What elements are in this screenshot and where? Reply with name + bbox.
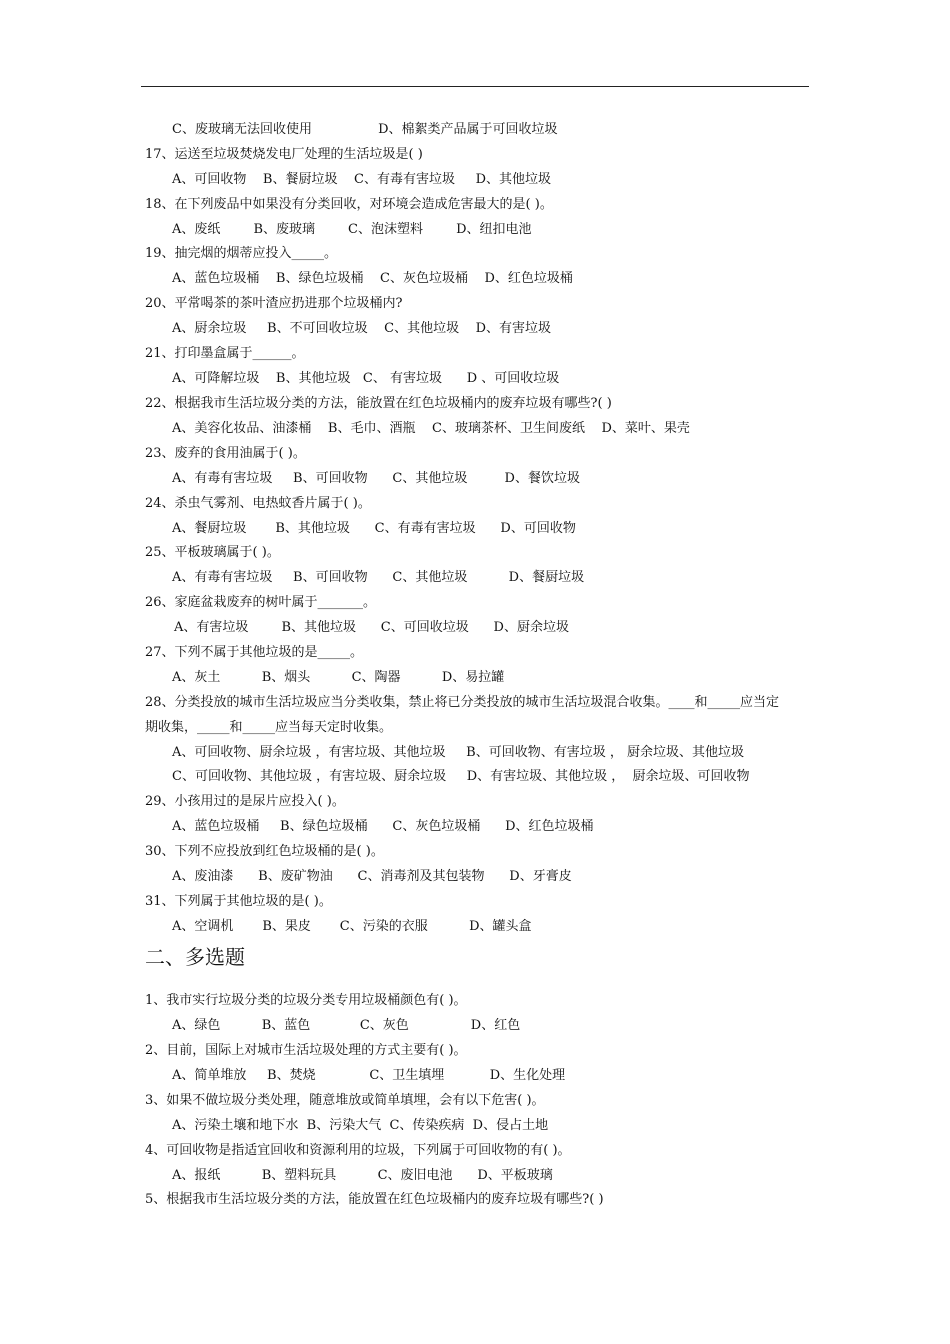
question-23: 23、废弃的食用油属于( )。	[145, 446, 306, 461]
question-29: 29、小孩用过的是尿片应投入( )。	[145, 794, 345, 809]
question-17: 17、运送至垃圾焚烧发电厂处理的生活垃圾是( )	[145, 147, 423, 162]
question-28-cont: 期收集，_____和_____应当每天定时收集。	[145, 720, 393, 735]
mc-question-3: 3、如果不做垃圾分类处理，随意堆放或简单填埋，会有以下危害( )。	[145, 1093, 545, 1108]
options-23: A、有毒有害垃圾 B、可回收物 C、其他垃圾 D、餐饮垃圾	[172, 471, 580, 486]
options-28-ab: A、可回收物、厨余垃圾 ，有害垃圾、其他垃圾 B、可回收物、有害垃圾 ， 厨余垃圾、其他垃圾	[172, 745, 745, 760]
mc-question-5: 5、根据我市生活垃圾分类的方法，能放置在红色垃圾桶内的废弃垃圾有哪些?( )	[145, 1192, 604, 1207]
question-28: 28、分类投放的城市生活垃圾应当分类收集，禁止将已分类投放的城市生活垃圾混合收集。____和_____应当定	[145, 695, 780, 710]
options-22: A、美容化妆品、油漆桶 B、毛巾、酒瓶 C、玻璃茶杯、卫生间废纸 D、菜叶、果壳	[172, 421, 690, 436]
mc-question-1: 1、我市实行垃圾分类的垃圾分类专用垃圾桶颜色有( )。	[145, 993, 467, 1008]
options-18: A、废纸 B、废玻璃 C、泡沫塑料 D、纽扣电池	[172, 222, 532, 237]
options-28-cd: C、可回收物、其他垃圾 ，有害垃圾、厨余垃圾 D、有害垃圾、其他垃圾 ， 厨余垃圾、可回收物	[172, 769, 750, 784]
question-25: 25、平板玻璃属于( )。	[145, 545, 280, 560]
options-21: A、可降解垃圾 B、其他垃圾 C、 有害垃圾 D 、可回收垃圾	[172, 371, 560, 386]
options-17: A、可回收物 B、餐厨垃圾 C、有毒有害垃圾 D、其他垃圾	[172, 172, 552, 187]
section-heading: 二、多选题	[145, 945, 245, 969]
question-24: 24、杀虫气雾剂、电热蚊香片属于( )。	[145, 496, 371, 511]
question-31: 31、下列属于其他垃圾的是( )。	[145, 894, 332, 909]
options-24: A、餐厨垃圾 B、其他垃圾 C、有毒有害垃圾 D、可回收物	[172, 521, 576, 536]
options-29: A、蓝色垃圾桶 B、绿色垃圾桶 C、灰色垃圾桶 D、红色垃圾桶	[172, 819, 594, 834]
question-26: 26、家庭盆栽废弃的树叶属于_______。	[145, 595, 377, 610]
options-26: A、有害垃圾 B、其他垃圾 C、可回收垃圾 D、厨余垃圾	[174, 620, 569, 635]
question-20: 20、平常喝茶的茶叶渣应扔进那个垃圾桶内?	[145, 296, 403, 311]
options-25: A、有毒有害垃圾 B、可回收物 C、其他垃圾 D、餐厨垃圾	[172, 570, 585, 585]
option-line-16: C、废玻璃无法回收使用 D、棉絮类产品属于可回收垃圾	[172, 122, 558, 137]
question-30: 30、下列不应投放到红色垃圾桶的是( )。	[145, 844, 384, 859]
mc-question-4: 4、可回收物是指适宜回收和资源利用的垃圾，下列属于可回收物的有( )。	[145, 1143, 571, 1158]
mc-options-2: A、简单堆放 B、焚烧 C、卫生填埋 D、生化处理	[172, 1068, 566, 1083]
mc-options-4: A、报纸 B、塑料玩具 C、废旧电池 D、平板玻璃	[172, 1168, 553, 1183]
question-27: 27、下列不属于其他垃圾的是_____。	[145, 645, 364, 660]
mc-options-1: A、绿色 B、蓝色 C、灰色 D、红色	[172, 1018, 521, 1033]
question-19: 19、抽完烟的烟蒂应投入_____。	[145, 246, 338, 261]
options-19: A、蓝色垃圾桶 B、绿色垃圾桶 C、灰色垃圾桶 D、红色垃圾桶	[172, 271, 573, 286]
options-30: A、废油漆 B、废矿物油 C、消毒剂及其包装物 D、牙膏皮	[172, 869, 572, 884]
options-31: A、空调机 B、果皮 C、污染的衣服 D、罐头盒	[172, 919, 532, 934]
options-20: A、厨余垃圾 B、不可回收垃圾 C、其他垃圾 D、有害垃圾	[172, 321, 552, 336]
question-18: 18、在下列废品中如果没有分类回收，对环境会造成危害最大的是( )。	[145, 197, 553, 212]
question-21: 21、打印墨盒属于______。	[145, 346, 305, 361]
question-22: 22、根据我市生活垃圾分类的方法，能放置在红色垃圾桶内的废弃垃圾有哪些?( )	[145, 396, 612, 411]
options-27: A、灰土 B、烟头 C、陶器 D、易拉罐	[172, 670, 505, 685]
mc-question-2: 2、目前，国际上对城市生活垃圾处理的方式主要有( )。	[145, 1043, 467, 1058]
header-rule	[141, 86, 809, 87]
mc-options-3: A、污染土壤和地下水 B、污染大气 C、传染疾病 D、侵占土地	[172, 1118, 549, 1133]
